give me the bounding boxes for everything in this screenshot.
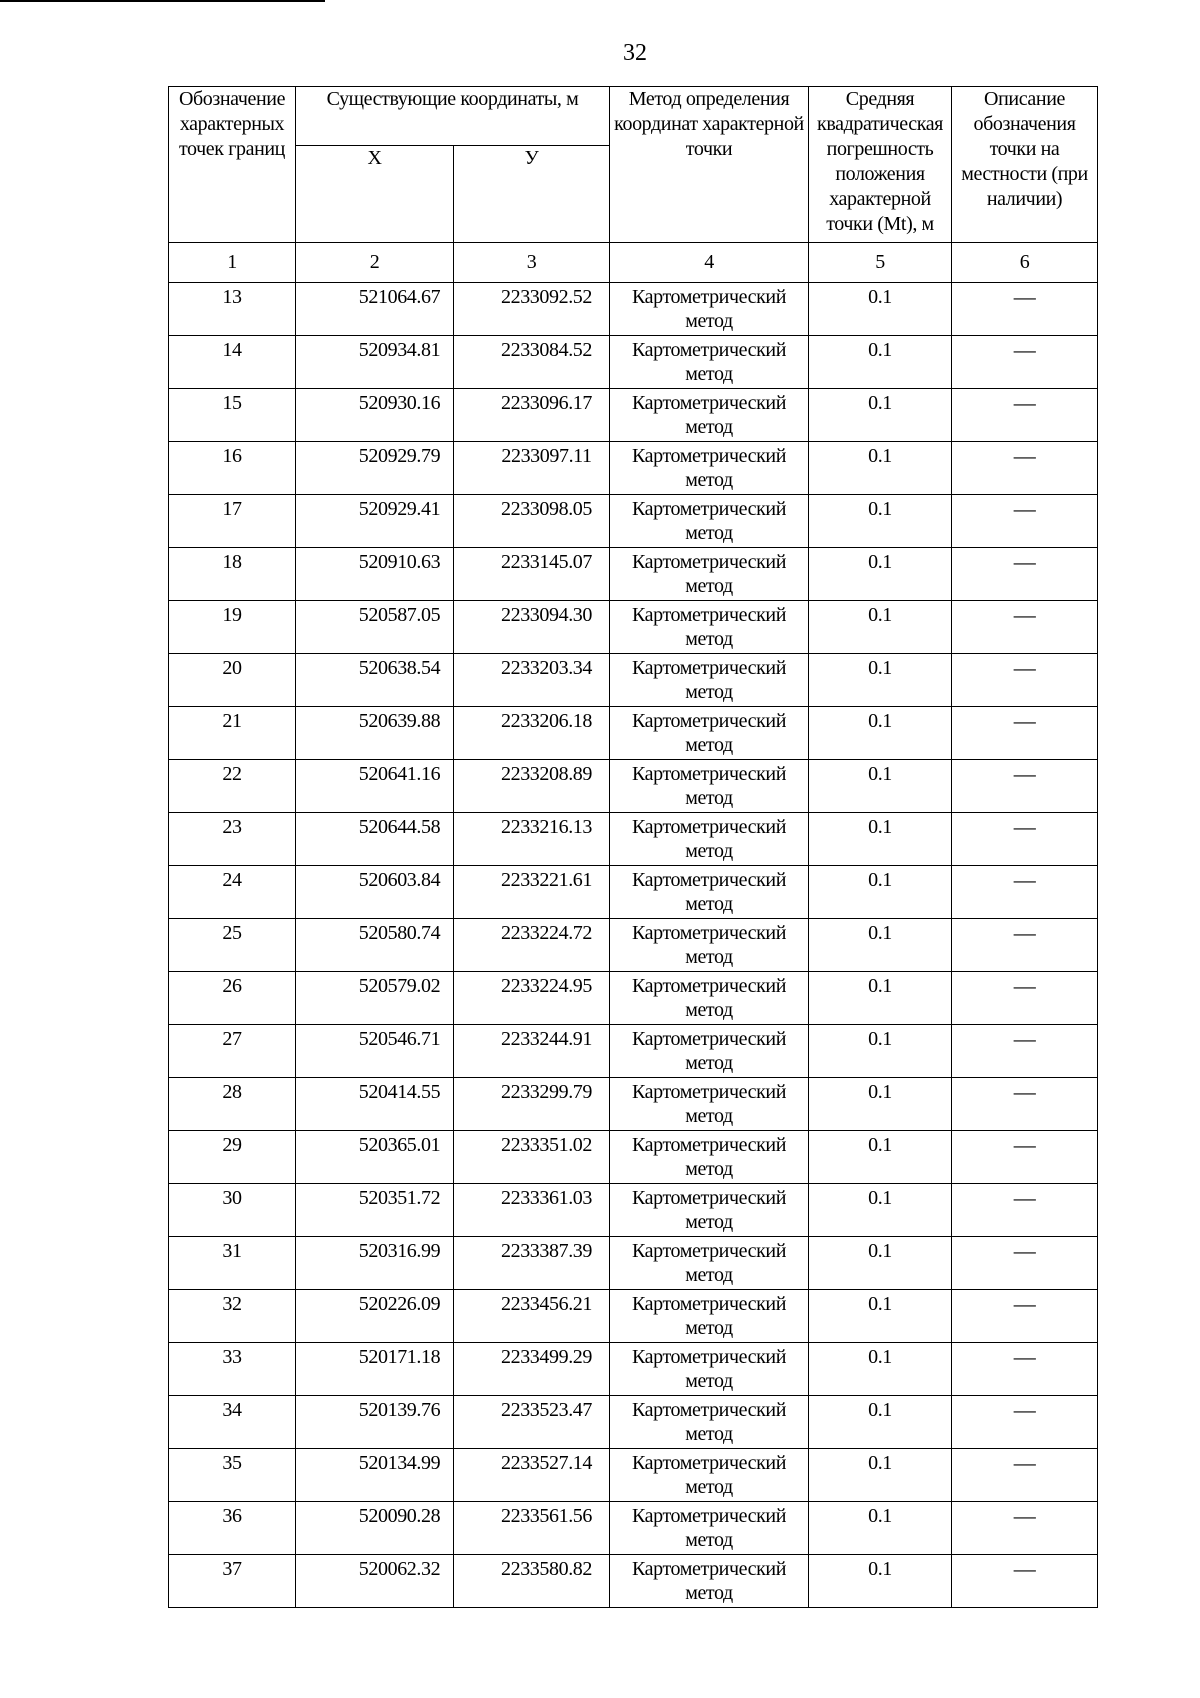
error-cell: 0.1 (809, 1343, 952, 1396)
boundary-points-table (168, 86, 1098, 1608)
header-designation: Обозначение характерных точек границ (169, 87, 296, 243)
coordinate-x: 520638.54 (296, 654, 454, 707)
error-cell: 0.1 (809, 283, 952, 336)
method-cell: Картометрический метод (610, 707, 809, 760)
column-number-row (169, 243, 1098, 283)
description-cell: — (952, 707, 1098, 760)
coordinate-y: 2233092.52 (454, 283, 610, 336)
method-cell: Картометрический метод (610, 1025, 809, 1078)
coordinate-y: 2233096.17 (454, 389, 610, 442)
coordinate-x: 520546.71 (296, 1025, 454, 1078)
point-number: 30 (169, 1184, 296, 1237)
method-cell: Картометрический метод (610, 760, 809, 813)
table-row (169, 972, 1098, 1025)
description-cell: — (952, 760, 1098, 813)
table-row (169, 601, 1098, 654)
error-cell: 0.1 (809, 654, 952, 707)
coordinate-y: 2233094.30 (454, 601, 610, 654)
point-number: 26 (169, 972, 296, 1025)
coordinate-y: 2233361.03 (454, 1184, 610, 1237)
header-x: X (296, 146, 454, 243)
method-cell: Картометрический метод (610, 919, 809, 972)
point-number: 17 (169, 495, 296, 548)
error-cell: 0.1 (809, 760, 952, 813)
description-cell: — (952, 1184, 1098, 1237)
top-rule (0, 0, 325, 2)
table-row (169, 1184, 1098, 1237)
coordinate-x: 520226.09 (296, 1290, 454, 1343)
point-number: 22 (169, 760, 296, 813)
coordinate-y: 2233299.79 (454, 1078, 610, 1131)
coordinate-y: 2233224.72 (454, 919, 610, 972)
table-body (169, 283, 1098, 1608)
point-number: 28 (169, 1078, 296, 1131)
table-row (169, 1078, 1098, 1131)
table-row (169, 866, 1098, 919)
error-cell: 0.1 (809, 972, 952, 1025)
table-row (169, 1555, 1098, 1608)
point-number: 18 (169, 548, 296, 601)
description-cell: — (952, 1078, 1098, 1131)
method-cell: Картометрический метод (610, 389, 809, 442)
method-cell: Картометрический метод (610, 1555, 809, 1608)
error-cell: 0.1 (809, 1396, 952, 1449)
coordinate-x: 520580.74 (296, 919, 454, 972)
description-cell: — (952, 1555, 1098, 1608)
table-row (169, 1449, 1098, 1502)
column-number: 3 (454, 243, 610, 283)
description-cell: — (952, 548, 1098, 601)
coordinate-y: 2233387.39 (454, 1237, 610, 1290)
table-row (169, 1396, 1098, 1449)
error-cell: 0.1 (809, 919, 952, 972)
page-number: 32 (623, 40, 647, 66)
error-cell: 0.1 (809, 813, 952, 866)
description-cell: — (952, 1502, 1098, 1555)
method-cell: Картометрический метод (610, 654, 809, 707)
error-cell: 0.1 (809, 866, 952, 919)
point-number: 34 (169, 1396, 296, 1449)
coordinate-y: 2233097.11 (454, 442, 610, 495)
table-row (169, 1237, 1098, 1290)
header-error: Средняя квадратическая погрешность положения характерной точки (Mt), м (809, 87, 952, 243)
coordinate-y: 2233216.13 (454, 813, 610, 866)
method-cell: Картометрический метод (610, 1449, 809, 1502)
description-cell: — (952, 601, 1098, 654)
coordinate-y: 2233561.56 (454, 1502, 610, 1555)
coordinate-x: 521064.67 (296, 283, 454, 336)
error-cell: 0.1 (809, 1184, 952, 1237)
column-number: 4 (610, 243, 809, 283)
point-number: 31 (169, 1237, 296, 1290)
error-cell: 0.1 (809, 1237, 952, 1290)
error-cell: 0.1 (809, 601, 952, 654)
point-number: 24 (169, 866, 296, 919)
description-cell: — (952, 919, 1098, 972)
point-number: 21 (169, 707, 296, 760)
coordinate-x: 520639.88 (296, 707, 454, 760)
point-number: 36 (169, 1502, 296, 1555)
point-number: 32 (169, 1290, 296, 1343)
error-cell: 0.1 (809, 1131, 952, 1184)
coordinate-y: 2233499.29 (454, 1343, 610, 1396)
column-number: 2 (296, 243, 454, 283)
table-row (169, 760, 1098, 813)
error-cell: 0.1 (809, 1290, 952, 1343)
table-row (169, 1502, 1098, 1555)
coordinate-x: 520929.79 (296, 442, 454, 495)
description-cell: — (952, 1237, 1098, 1290)
header-method: Метод определения координат характерной точки (610, 87, 809, 243)
coordinate-y: 2233456.21 (454, 1290, 610, 1343)
description-cell: — (952, 1449, 1098, 1502)
error-cell: 0.1 (809, 548, 952, 601)
method-cell: Картометрический метод (610, 1343, 809, 1396)
method-cell: Картометрический метод (610, 1290, 809, 1343)
error-cell: 0.1 (809, 1555, 952, 1608)
method-cell: Картометрический метод (610, 1502, 809, 1555)
header-description: Описание обозначения точки на местности (при наличии) (952, 87, 1098, 243)
coordinate-x: 520090.28 (296, 1502, 454, 1555)
point-number: 37 (169, 1555, 296, 1608)
method-cell: Картометрический метод (610, 495, 809, 548)
error-cell: 0.1 (809, 1502, 952, 1555)
coordinate-x: 520930.16 (296, 389, 454, 442)
table-row (169, 1131, 1098, 1184)
table-row (169, 919, 1098, 972)
coordinate-y: 2233523.47 (454, 1396, 610, 1449)
coordinate-x: 520587.05 (296, 601, 454, 654)
point-number: 16 (169, 442, 296, 495)
table-row (169, 389, 1098, 442)
coordinate-y: 2233208.89 (454, 760, 610, 813)
coordinate-x: 520644.58 (296, 813, 454, 866)
column-number: 5 (809, 243, 952, 283)
coordinate-y: 2233206.18 (454, 707, 610, 760)
coordinate-x: 520134.99 (296, 1449, 454, 1502)
coordinate-x: 520351.72 (296, 1184, 454, 1237)
point-number: 19 (169, 601, 296, 654)
coordinate-x: 520910.63 (296, 548, 454, 601)
method-cell: Картометрический метод (610, 866, 809, 919)
error-cell: 0.1 (809, 707, 952, 760)
table-row (169, 1025, 1098, 1078)
method-cell: Картометрический метод (610, 442, 809, 495)
column-number: 6 (952, 243, 1098, 283)
point-number: 25 (169, 919, 296, 972)
description-cell: — (952, 1343, 1098, 1396)
table-row (169, 495, 1098, 548)
point-number: 35 (169, 1449, 296, 1502)
description-cell: — (952, 495, 1098, 548)
coordinate-x: 520171.18 (296, 1343, 454, 1396)
method-cell: Картометрический метод (610, 601, 809, 654)
coordinate-y: 2233244.91 (454, 1025, 610, 1078)
coordinate-y: 2233580.82 (454, 1555, 610, 1608)
error-cell: 0.1 (809, 389, 952, 442)
method-cell: Картометрический метод (610, 1237, 809, 1290)
coordinate-x: 520934.81 (296, 336, 454, 389)
coordinate-y: 2233221.61 (454, 866, 610, 919)
table-row (169, 283, 1098, 336)
point-number: 23 (169, 813, 296, 866)
description-cell: — (952, 389, 1098, 442)
coordinate-x: 520579.02 (296, 972, 454, 1025)
coordinate-x: 520139.76 (296, 1396, 454, 1449)
coordinate-y: 2233203.34 (454, 654, 610, 707)
description-cell: — (952, 972, 1098, 1025)
table-row (169, 442, 1098, 495)
coordinate-x: 520414.55 (296, 1078, 454, 1131)
method-cell: Картометрический метод (610, 336, 809, 389)
description-cell: — (952, 866, 1098, 919)
method-cell: Картометрический метод (610, 1131, 809, 1184)
coordinate-x: 520641.16 (296, 760, 454, 813)
description-cell: — (952, 1290, 1098, 1343)
description-cell: — (952, 283, 1098, 336)
coordinate-x: 520365.01 (296, 1131, 454, 1184)
error-cell: 0.1 (809, 442, 952, 495)
error-cell: 0.1 (809, 1449, 952, 1502)
coordinate-x: 520316.99 (296, 1237, 454, 1290)
point-number: 15 (169, 389, 296, 442)
description-cell: — (952, 813, 1098, 866)
table-row (169, 336, 1098, 389)
point-number: 33 (169, 1343, 296, 1396)
description-cell: — (952, 1396, 1098, 1449)
method-cell: Картометрический метод (610, 1184, 809, 1237)
coordinate-x: 520062.32 (296, 1555, 454, 1608)
table-row (169, 654, 1098, 707)
coordinate-x: 520929.41 (296, 495, 454, 548)
coordinate-y: 2233351.02 (454, 1131, 610, 1184)
coordinate-y: 2233098.05 (454, 495, 610, 548)
point-number: 13 (169, 283, 296, 336)
coordinate-y: 2233224.95 (454, 972, 610, 1025)
point-number: 29 (169, 1131, 296, 1184)
coordinate-y: 2233145.07 (454, 548, 610, 601)
table-row (169, 813, 1098, 866)
coordinate-x: 520603.84 (296, 866, 454, 919)
header-coordinates: Существующие координаты, м (296, 87, 610, 146)
point-number: 27 (169, 1025, 296, 1078)
method-cell: Картометрический метод (610, 813, 809, 866)
column-number: 1 (169, 243, 296, 283)
table-row (169, 1290, 1098, 1343)
description-cell: — (952, 1131, 1098, 1184)
description-cell: — (952, 654, 1098, 707)
method-cell: Картометрический метод (610, 283, 809, 336)
table-row (169, 707, 1098, 760)
point-number: 20 (169, 654, 296, 707)
coordinate-y: 2233084.52 (454, 336, 610, 389)
description-cell: — (952, 336, 1098, 389)
header-y: У (454, 146, 610, 243)
method-cell: Картометрический метод (610, 972, 809, 1025)
table-row (169, 1343, 1098, 1396)
point-number: 14 (169, 336, 296, 389)
description-cell: — (952, 1025, 1098, 1078)
method-cell: Картометрический метод (610, 1078, 809, 1131)
coordinate-y: 2233527.14 (454, 1449, 610, 1502)
error-cell: 0.1 (809, 1025, 952, 1078)
method-cell: Картометрический метод (610, 1396, 809, 1449)
method-cell: Картометрический метод (610, 548, 809, 601)
description-cell: — (952, 442, 1098, 495)
error-cell: 0.1 (809, 1078, 952, 1131)
error-cell: 0.1 (809, 495, 952, 548)
table-row (169, 548, 1098, 601)
error-cell: 0.1 (809, 336, 952, 389)
